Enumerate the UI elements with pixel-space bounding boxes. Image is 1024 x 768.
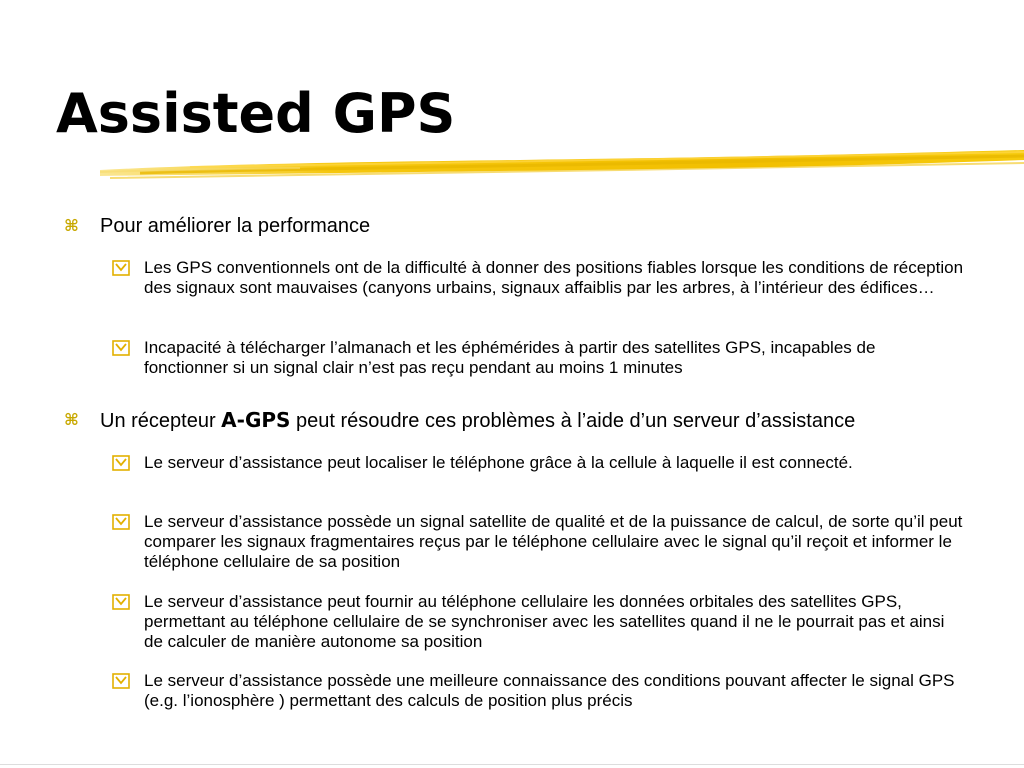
yellow-checkbox-icon — [112, 453, 144, 471]
sub-bullet-text: Le serveur d’assistance peut fournir au téléphone cellulaire les données orbitales des satellites GPS, permettant au téléphone cellulaire de se synchroniser avec les satellites quand il ne le pourrait pas et ainsi de calculer de manière autonome sa position — [144, 592, 945, 651]
yellow-checkbox-icon — [112, 592, 144, 610]
yellow-checkbox-icon — [112, 671, 144, 689]
footer-divider — [0, 764, 1024, 765]
bullet-level2 — [112, 453, 972, 473]
bullet-text-bold: A-GPS — [221, 408, 291, 432]
bullet-level2 — [112, 338, 972, 378]
yellow-checkbox-icon — [112, 258, 144, 276]
bullet-level1 — [64, 214, 370, 238]
sub-bullet-text: Les GPS conventionnels ont de la difficulté à donner des positions fiables lorsque les conditions de réception des signaux sont mauvaises (canyons urbains, signaux affaiblis par les arbres, à l’intérieur des édifices… — [144, 258, 964, 297]
bullet-level2 — [112, 671, 972, 711]
bullet-level1 — [64, 408, 855, 433]
command-key-icon: ⌘ — [64, 410, 79, 429]
bullet-level2 — [112, 592, 972, 652]
bullet-text — [100, 408, 855, 433]
command-key-icon: ⌘ — [64, 216, 79, 235]
sub-bullet-text: Le serveur d’assistance possède un signal satellite de qualité et de la puissance de calcul, de sorte qu’il peut comparer les signaux fragmentaires reçus par le téléphone cellulaire avec le signal qu’il reçoit et informer le téléphone cellulaire de sa position — [144, 512, 963, 571]
bullet-text-before: Un récepteur — [100, 410, 222, 432]
bullet-level2 — [112, 258, 972, 298]
sub-bullet-text: Le serveur d’assistance peut localiser le téléphone grâce à la cellule à laquelle il est connecté. — [144, 453, 853, 472]
bullet-text: Pour améliorer la performance — [100, 215, 371, 237]
yellow-checkbox-icon — [112, 338, 144, 356]
sub-bullet-text: Le serveur d’assistance possède une meilleure connaissance des conditions pouvant affecter le signal GPS (e.g. l’ionosphère ) permettant des calculs de position plus précis — [144, 671, 955, 710]
sub-bullet-text: Incapacité à télécharger l’almanach et les éphémérides à partir des satellites GPS, incapables de fonctionner si un signal clair n’est pas reçu pendant au moins 1 minutes — [144, 338, 876, 377]
slide-title: Assisted GPS — [56, 82, 456, 145]
yellow-checkbox-icon — [112, 512, 144, 530]
bullet-level2 — [112, 512, 972, 572]
bullet-text-after: peut résoudre ces problèmes à l’aide d’un serveur d’assistance — [290, 410, 856, 432]
